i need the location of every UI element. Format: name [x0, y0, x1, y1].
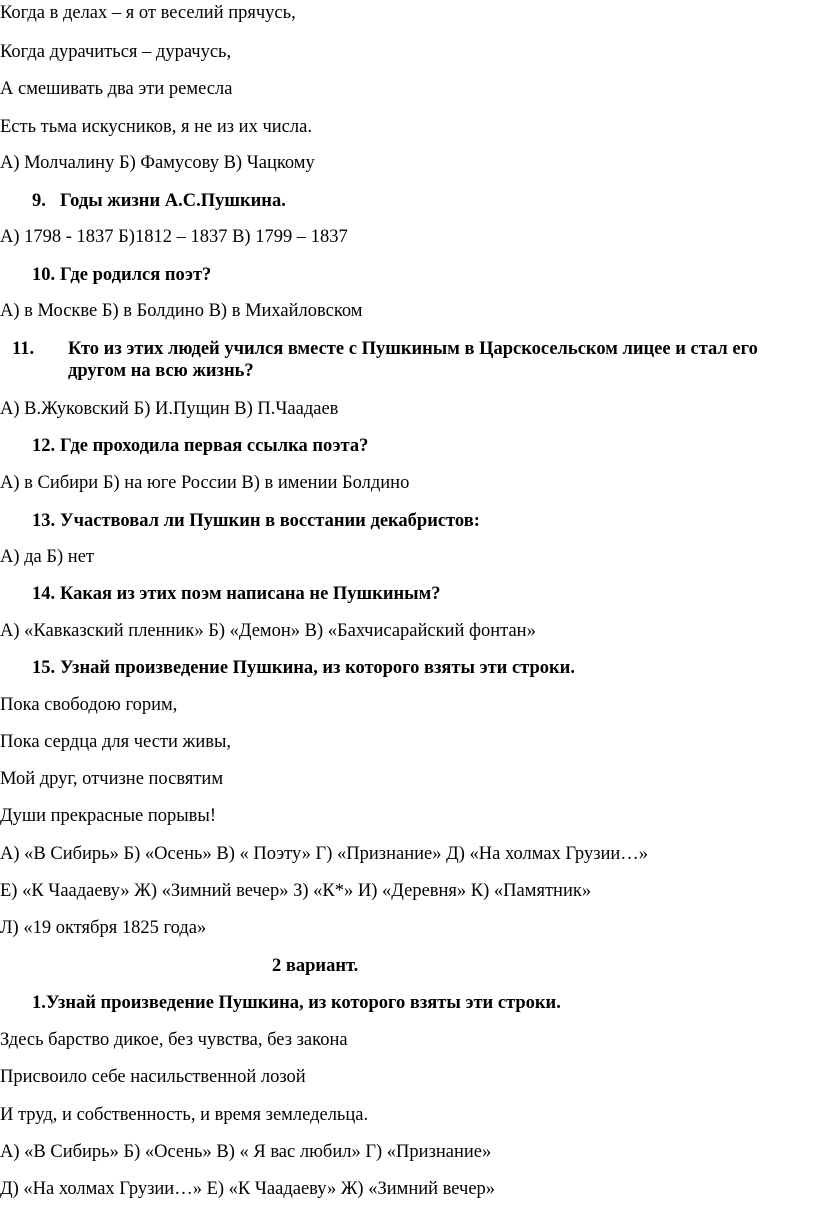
q13-options: А) да Б) нет — [0, 547, 94, 567]
q10-options: А) в Москве Б) в Болдино В) в Михайловском — [0, 301, 363, 321]
q14-options: А) «Кавказский пленник» Б) «Демон» В) «Бахчисарайский фонтан» — [0, 621, 536, 641]
poem1-line-1: Когда в делах – я от веселий прячусь, — [0, 3, 296, 23]
q9-number: 9. — [32, 191, 46, 211]
q13-number: 13. — [32, 511, 56, 531]
q11-options: А) В.Жуковский Б) И.Пущин В) П.Чаадаев — [0, 399, 339, 419]
q12-options: А) в Сибири Б) на юге России В) в имении Болдино — [0, 473, 410, 493]
q11-number: 11. — [12, 339, 35, 359]
poem1-line-4: Есть тьма искусников, я не из их числа. — [0, 117, 312, 137]
q12-text: Где проходила первая ссылка поэта? — [60, 436, 369, 456]
q9-options: А) 1798 - 1837 Б)1812 – 1837 В) 1799 – 1837 — [0, 227, 348, 247]
q12-number: 12. — [32, 436, 56, 456]
q10-text: Где родился поэт? — [60, 265, 212, 285]
v2-q1-options-line-1: А) «В Сибирь» Б) «Осень» В) « Я вас любил» Г) «Признание» — [0, 1142, 492, 1162]
q14-text: Какая из этих поэм написана не Пушкиным? — [60, 584, 441, 604]
poem3-line-2: Присвоило себе насильственной лозой — [0, 1067, 306, 1087]
variant2-title: 2 вариант. — [272, 956, 359, 976]
poem2-line-2: Пока сердца для чести живы, — [0, 732, 232, 752]
q8-options: А) Молчалину Б) Фамусову В) Чацкому — [0, 153, 315, 173]
poem1-line-2: Когда дурачиться – дурачусь, — [0, 42, 232, 62]
q10-question — [32, 264, 211, 286]
q9-text: Годы жизни А.С.Пушкина. — [60, 191, 286, 211]
poem1-line-3: А смешивать два эти ремесла — [0, 79, 233, 99]
q15-options-line-2: Е) «К Чаадаеву» Ж) «Зимний вечер» З) «К*» И) «Деревня» К) «Памятник» — [0, 881, 592, 901]
poem2-line-1: Пока свободою горим, — [0, 695, 178, 715]
q11-text: Кто из этих людей учился вместе с Пушкиным в Царскосельском лицее и стал его другом на всю жизнь? — [68, 339, 758, 381]
v2-q1-question: 1.Узнай произведение Пушкина, из которого взяты эти строки. — [32, 993, 561, 1013]
q15-number: 15. — [32, 658, 56, 678]
poem2-line-3: Мой друг, отчизне посвятим — [0, 769, 224, 789]
q12-question — [32, 435, 368, 457]
q15-options-line-1: А) «В Сибирь» Б) «Осень» В) « Поэту» Г) «Признание» Д) «На холмах Грузии…» — [0, 844, 649, 864]
poem3-line-3: И труд, и собственность, и время земледельца. — [0, 1105, 369, 1125]
q15-options-line-3: Л) «19 октября 1825 года» — [0, 918, 207, 938]
q9-question — [32, 190, 286, 212]
q10-number: 10. — [32, 265, 56, 285]
q14-number: 14. — [32, 584, 56, 604]
q11-question — [12, 338, 812, 382]
poem2-line-4: Души прекрасные порывы! — [0, 806, 216, 826]
poem3-line-1: Здесь барство дикое, без чувства, без закона — [0, 1030, 348, 1050]
q13-question — [32, 510, 480, 532]
v2-q1-options-line-2: Д) «На холмах Грузии…» Е) «К Чаадаеву» Ж) «Зимний вечер» — [0, 1179, 496, 1199]
q15-text: Узнай произведение Пушкина, из которого взяты эти строки. — [60, 658, 575, 678]
q14-question — [32, 583, 440, 605]
q15-question — [32, 657, 575, 679]
q13-text: Участвовал ли Пушкин в восстании декабристов: — [60, 511, 480, 531]
